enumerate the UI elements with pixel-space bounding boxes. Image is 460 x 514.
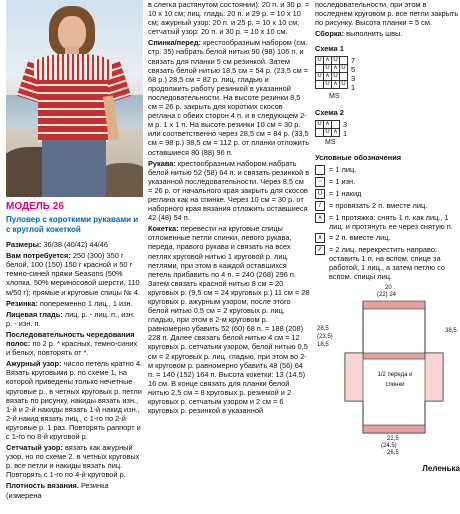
paragraph-label: Плотность вязания.	[6, 481, 79, 491]
col3-paragraph	[315, 29, 460, 38]
paragraph-text: вязать как ажурный узор, но по схеме 2. в четных круговых р. все петли и накиды вязать лиц. Повторять с 1-го по 4-й круговой р.	[6, 443, 140, 480]
legend-text: = 1 накид	[329, 188, 362, 198]
schema-1-row-numbers	[351, 56, 355, 92]
legend-title: Условные обозначения	[315, 152, 402, 162]
right-column	[315, 0, 460, 473]
legend-text: = провязать 2 п. вместе лиц.	[329, 200, 428, 210]
paragraph-label: Спинка/перед:	[148, 38, 202, 48]
col1-paragraph	[6, 251, 143, 296]
model-photo	[6, 0, 143, 197]
legend-item	[315, 189, 460, 199]
column-3-text	[315, 0, 460, 38]
legend-item	[315, 233, 460, 243]
paragraph-label: Лицевая гладь:	[6, 309, 63, 319]
legend-text: = 2 лиц. перекрестить направо: оставить 1 п. на вспом. спице за работой, 1 лиц., а затем петлю со вспом. спицы лиц.	[329, 245, 445, 282]
schema-2-grid: U ∧ U ∧ 3 1	[317, 119, 348, 138]
pattern-schema	[315, 283, 460, 473]
legend-symbol-icon: −	[315, 177, 325, 187]
column-2-text	[148, 0, 310, 415]
schema-top: 20	[385, 285, 392, 292]
paragraph-label: Ажурный узор:	[6, 359, 62, 369]
col1-paragraph	[6, 330, 143, 357]
paragraph-label: Резинка:	[6, 298, 38, 308]
column-1-text	[6, 240, 143, 500]
col2-paragraph	[148, 0, 310, 36]
schema-1-grid: U ∧ U U ∧ U U ∧ U U ∧ U 7 5 3 1	[317, 56, 356, 93]
model-title: МОДЕЛЬ 26	[6, 201, 64, 212]
col2-paragraph	[148, 159, 310, 223]
paragraph-text: выполнить швы.	[344, 29, 403, 39]
legend-text: = 1 лиц.	[329, 164, 357, 174]
schema-1-title: Схема 1	[315, 44, 344, 54]
legend-item	[315, 245, 460, 281]
paragraph-text: число петель кратно 4. Вязать круговыми р. по схеме 1, на которой приведены только нечетные круговые р., в четных круговых р. петли вязать по рисунку, накиды вязать изн., 1-й и 2-й накиды вязать 1-й накид изн., 2-й накид вязать лиц., с 1-го по 2-й круговые р. 1 раз. Повторять раппорт и с 1-го по 8-й круговой р.	[6, 359, 143, 441]
schema-side-l3: 18,5	[317, 342, 329, 349]
schema-side-l2: (23,5)	[317, 334, 333, 341]
col1-paragraph	[6, 310, 143, 328]
schema-center: 1/2 переда и спинки	[377, 372, 413, 388]
paragraph-label: Кокетка:	[148, 224, 179, 234]
legend-item	[315, 201, 460, 211]
legend-text: = 1 протяжка: снять 1 п. как лиц., 1 лиц. и протянуть ее через снятую п.	[329, 212, 453, 231]
schema-2-ms: MS	[325, 138, 336, 146]
paragraph-label: Сетчатый узор:	[6, 443, 63, 453]
paragraph-text: Резинка (измерена	[6, 481, 109, 500]
col2-paragraph	[148, 38, 310, 156]
col1-paragraph	[6, 443, 143, 479]
col1-paragraph	[6, 481, 143, 499]
col2-paragraph	[148, 224, 310, 415]
paragraph-text: по 2 р. * красных, темно-синих и белых, повторять от *.	[6, 339, 138, 358]
row-number: 5	[351, 65, 356, 75]
legend-item	[315, 177, 460, 187]
row-number: 3	[343, 119, 348, 129]
schema-2-title: Схема 2	[315, 107, 344, 117]
legend-symbol-icon: /	[315, 201, 325, 211]
col1-paragraph	[6, 299, 143, 308]
paragraph-label: Сборка:	[315, 29, 345, 39]
paragraph-text: крестообразным набором набрать белой нитью 52 (58) 64 п. и связать резинкой в указанной последовательности. Через 8,5 см = 26 р. от начального края закрыть для скосов реглана как на спинке. Через 10 см = 30 р. от наборного края вязания отложить оставшиеся 42 (48) 54 п.	[148, 158, 310, 223]
paragraph-text: крестообразным набором (см. стр. 35) набрать белой нитью 90 (98) 106 п. и связать для планки 5 см резинкой. Затем связать белой нитью 18,5 см = 54 р. (23,5 см = 68 р.) 28,5 см = 82 р. лиц. гладью и продолжить работу резинкой в указанной последовательности. На высоте резинки 8,5 см = 26 р. закрыть для коротких скосов реглана с обеих сторон 4 п. и в следующем 2-м р. 1 х 1 п. На высоте резинки 10 см = 30 р. или соответственно через 28,5 см = 84 р. (33,5 см = 98 р.) 38,5 см = 112 р. от планки отложить оставшиеся 80 (88) 96 п.	[148, 38, 310, 157]
paragraph-text: последовательности, при этом в последнем круговом р. все петли закрыть по рисунку. Высота планки = 5 см.	[315, 0, 459, 28]
legend-symbol-icon	[315, 165, 325, 175]
row-number: 3	[351, 74, 356, 84]
schema-bottom3: 26,5	[387, 450, 399, 457]
paragraph-text: перевести на круговые спицы отложенные петли спинки, левого рукава, переда, правого рукава и связать на всех петлях круговой нитью 1 круговой р. лиц. петлями, при этом в каждой оставшихся петель прибавить по 4 п. = 240 (268) 296 п. Затем связать красной нитью 8 см = 20 круговых р. (9,5 см = 24 круговых р.) 11 см = 28 круговых р. ажурным узором, после этого белой нитью 0,5 см = 2 круговых р. лиц. гладью, при этом в 2-м круговом р. равномерно убавить 52 (60) 68 п. = 188 (208) 228 п. Далее связать белой нитью 4 см = 12 круговых р. сетчатым узором, белой нитью 0,5 см = 2 круговых р. лиц. гладью, при этом во 2-м круговом р. равномерно убавить 48 (56) 64 п. = 140 (152) 164 п. Высота кокетки: 13 (14,5) 16 см. В конце связать для планки белой нитью 2,5 см = 8 круговых р. резинкой и 2 круговых р. сетчатым узором и 2 см = 6 круговых р. резинкой в указанной	[148, 224, 310, 416]
paragraph-text: 250 (300) 350 г белой, 100 (150) 150 г красной и 50 г темно-синей пряжи Seasons (50% хлопка, 50% мериносовой шерсти, 110 м/50 г); прямые и круговые спицы № 4.	[6, 251, 141, 297]
col3-paragraph	[315, 0, 460, 27]
schema-1-ms: MS	[329, 93, 340, 101]
legend-item	[315, 213, 460, 231]
model-subtitle: Пуловер с короткими рукавами и с круглой кокеткой	[6, 215, 139, 234]
paragraph-label: Размеры:	[6, 240, 42, 250]
schema-bottom: 22,5	[387, 436, 399, 443]
paragraph-text: 36/38 (40/42) 44/46	[41, 240, 108, 250]
paragraph-label: Последовательность чередования полос:	[6, 329, 135, 349]
paragraph-label: Вам потребуется:	[6, 251, 71, 261]
row-number: 1	[351, 83, 356, 93]
legend-symbol-icon: ∧	[315, 213, 325, 223]
legend-symbol-icon: ∧	[315, 233, 325, 243]
legend-list	[315, 165, 460, 282]
middle-column	[148, 0, 310, 417]
legend-symbol-icon: U	[315, 189, 325, 199]
legend-item	[315, 165, 460, 175]
col1-paragraph	[6, 240, 143, 249]
schema-bottom2: (24,5)	[381, 443, 397, 450]
paragraph-text: в слегка растянутом состоянии): 20 п. и 30 р. = 10 х 10 см; лиц. гладь: 20 п. и 29 р. = 10 х 10 см; ажурный узор: 20 п. и 25 р. = 10 х 10 см; сетчатый узор: 20 п. и 30 р. = 10 х 10 см.	[148, 0, 310, 37]
paragraph-text: лиц. р. - лиц. п., изн. р. - изн. п.	[6, 309, 135, 328]
row-number: 7	[351, 56, 356, 66]
paragraph-label: Рукава:	[148, 158, 176, 168]
paragraph-text: попеременно 1 лиц., 1 изн.	[37, 298, 133, 308]
row-number: 1	[343, 128, 348, 138]
col1-paragraph	[6, 359, 143, 441]
schema-side-l: 28,5	[317, 326, 329, 333]
legend-symbol-icon: ⁄⁄	[315, 245, 325, 255]
schema-2-row-numbers	[343, 120, 347, 138]
author-signature: Леленька	[422, 464, 460, 474]
legend-text: = 1 изн.	[329, 176, 356, 186]
schema-top2: (22) 24	[377, 292, 397, 299]
schema-side-r: 38,5	[445, 328, 457, 335]
left-column	[6, 0, 143, 502]
legend-text: = 2 п. вместе лиц.	[329, 233, 391, 243]
